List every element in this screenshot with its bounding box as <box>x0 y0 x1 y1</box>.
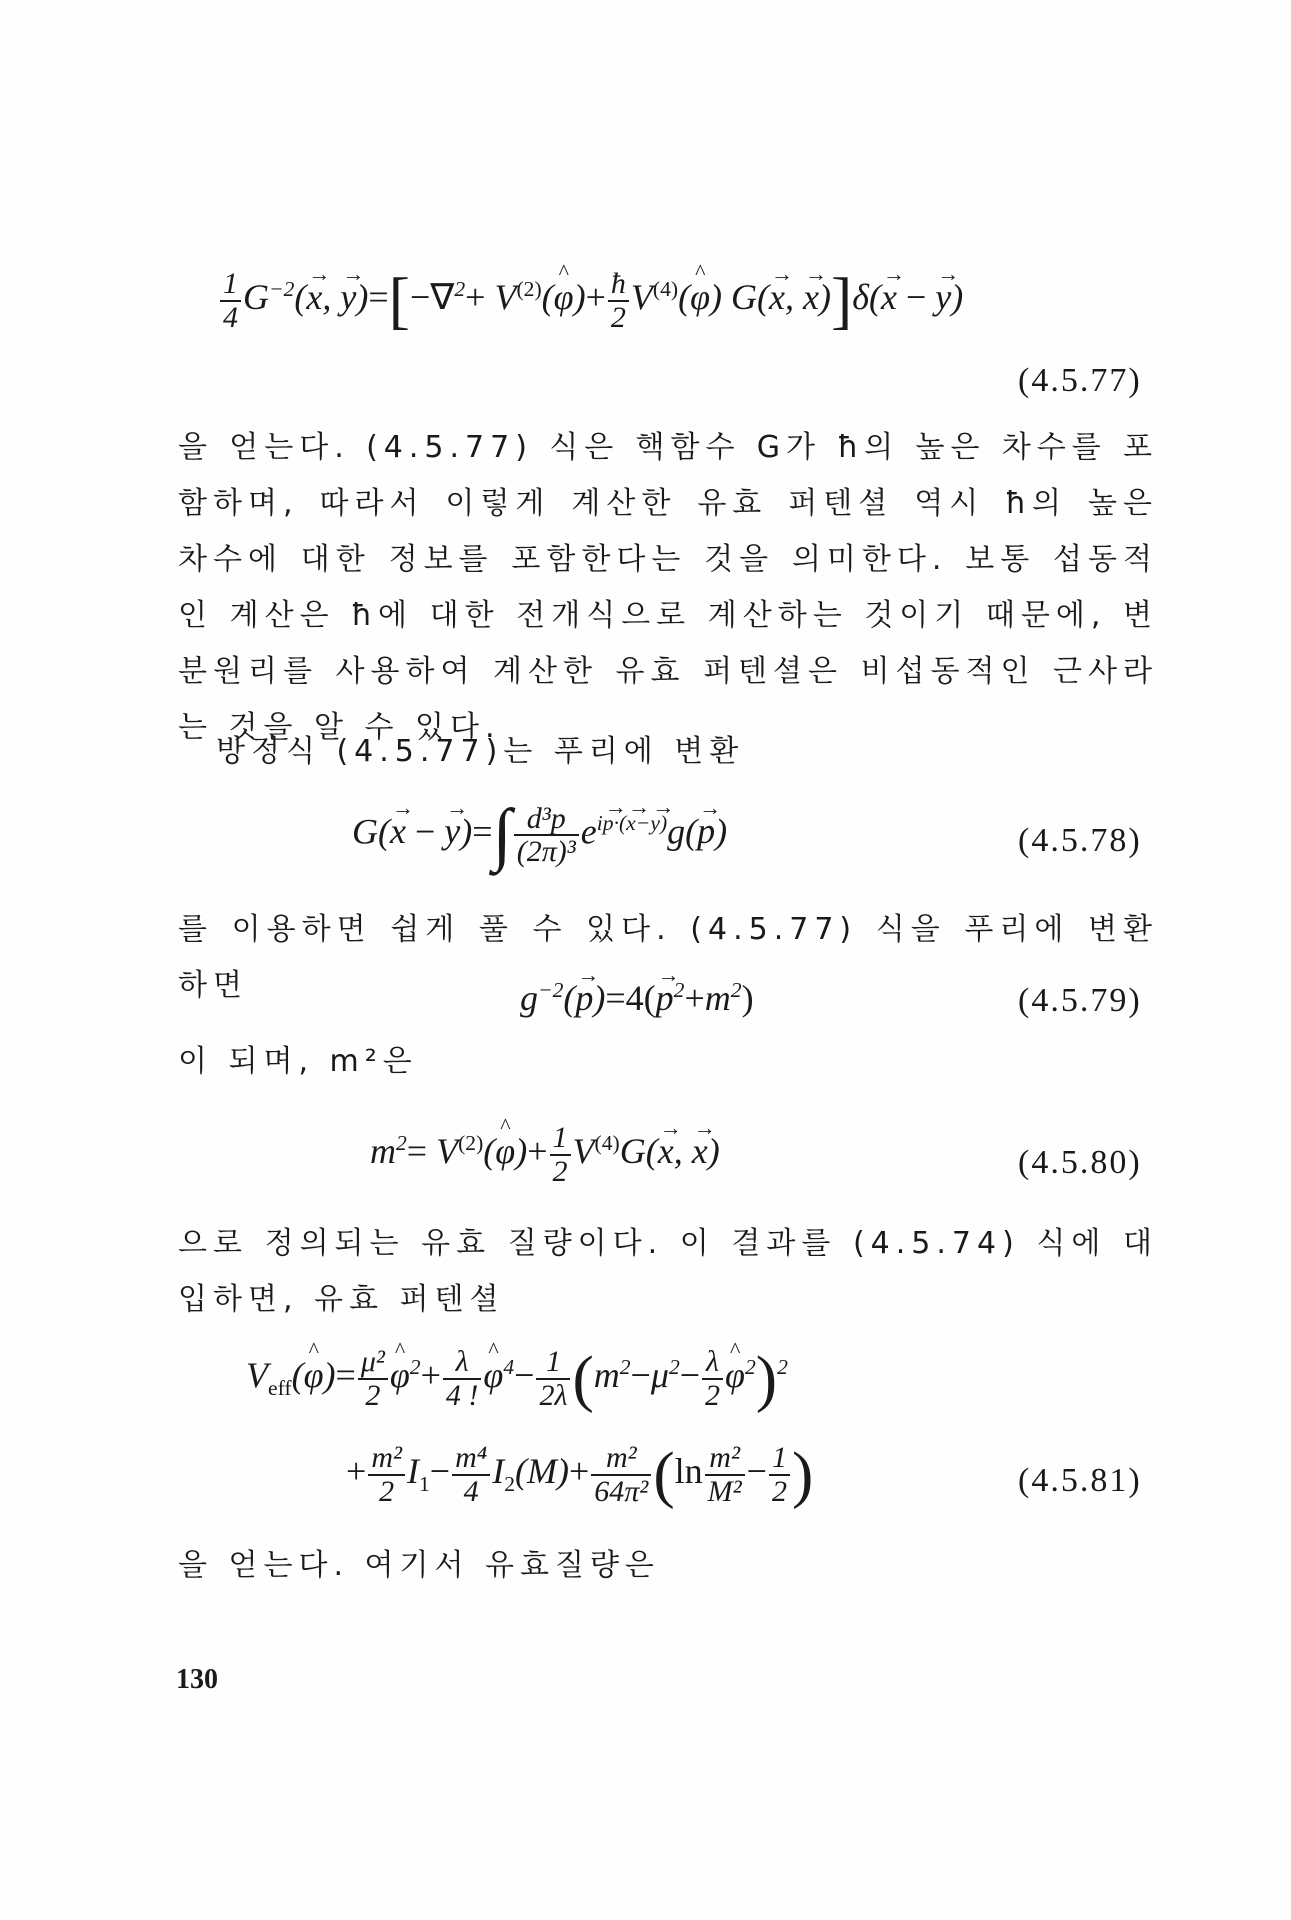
equation-number: (4.5.78) <box>1018 822 1142 859</box>
equation-4-5-78: G(x → − y →)=∫ $\frac{\text{d³p}}{\text{(2π)³}}$ $e^{ip\cdot(x-y)}g(p$ →) <box>352 800 727 870</box>
equation-number: (4.5.81) <box>1018 1462 1142 1499</box>
fraction: $\frac{\text{m²}}{\text{M²}}$ <box>705 1442 745 1507</box>
paragraph: 을 얻는다. (4.5.77) 식은 핵함수 G가 ħ의 높은 차수를 포함하며, 따라서 이렇게 계산한 유효 퍼텐셜 역시 ħ의 높은 차수에 대한 정보를 포함한다는 것을 의미한다. 보통 섭동적인 계산은 ħ에 대한 전개식으로 계산하는 것이기 때문에, 변분원리를 사용하여 계산한 유효 퍼텐셜은 비섭동적인 근사라는 것을 알 수 있다. <box>178 430 1158 745</box>
equation-number: (4.5.79) <box>1018 982 1142 1019</box>
fraction: $\frac{1}{2\lambda}$ <box>536 1346 570 1411</box>
paragraph: 을 얻는다. 여기서 유효질량은 <box>178 1548 660 1583</box>
fraction: $\frac{\text{m²}}{2}$ <box>368 1442 405 1507</box>
equation-4-5-79: $g^{-2}(p \to)=4(p \to^2+m^2)$ <box>520 980 754 1016</box>
fraction: $\frac{1}{2}$ <box>769 1442 790 1507</box>
fraction: $\frac{ħ}{2}$ <box>608 268 629 333</box>
fraction: $\frac{\text{m²}}{\text{64π²}}$ <box>591 1442 651 1507</box>
fraction: $\frac{\text{d³p}}{\text{(2π)³}}$ <box>514 803 579 868</box>
paragraph: 방정식 (4.5.77)는 푸리에 변환 <box>216 734 745 769</box>
fraction: $\frac{\text{μ²}}{2}$ <box>358 1346 388 1411</box>
equation-number: (4.5.80) <box>1018 1144 1142 1181</box>
fraction: $\frac{\lambda}{2}$ <box>702 1346 723 1411</box>
fraction: $\frac{\text{m⁴}}{4}$ <box>452 1442 490 1507</box>
fraction: $\frac{1}{4}$ <box>220 268 241 333</box>
paragraph: 를 이용하면 쉽게 풀 수 있다. (4.5.77) 식을 푸리에 변환하면 <box>178 912 1158 1003</box>
fraction: $\frac{\lambda}{4 !}$ <box>443 1346 482 1411</box>
paragraph: 으로 정의되는 유효 질량이다. 이 결과를 (4.5.74) 식에 대입하면, 유효 퍼텐셜 <box>178 1226 1158 1317</box>
page-number: 130 <box>176 1664 218 1695</box>
equation-number: (4.5.77) <box>1018 362 1142 399</box>
equation-4-5-77: $\frac{1}{4}$ $G^{-2}(x$ →, $y \to)=[-\nabla^2+ V^{(2)}(\varphi$ ^)+ $\frac{ħ}{2}$ $V^{(4)}(\varphi$ ^) G(x →, x →)]δ(x → − y →) <box>218 268 963 333</box>
paragraph: 이 되며, m²은 <box>178 1044 418 1079</box>
equation-4-5-80: $m^2= V^{(2)}(\varphi$ ^)+ $\frac{1}{2}$ $V^{(4)}G(x$ →, x →) <box>370 1122 720 1187</box>
equation-4-5-81-line-2: + $\frac{\text{m²}}{2}$ $I_1-$ $\frac{\text{m⁴}}{4}$ $I_2(M)+$ $\frac{\text{m²}}{\text{64π²}}$ (ln $\frac{\text{m²}}{\text{M²}}$ − $\frac{1}{2}$ ) <box>346 1438 814 1510</box>
equation-4-5-81-line-1: $V_{eff}(\varphi$ ^)= $\frac{\text{μ²}}{2}$ φ ^$^2$+ $\frac{\lambda}{4 !}$ φ ^$^4$− $\frac{1}{2\lambda}$ ($m^2-\mu^2-$ $\frac{\lambda}{2}$ φ ^$^2$)$^2$ <box>246 1346 788 1411</box>
fraction: $\frac{1}{2}$ <box>550 1122 571 1187</box>
